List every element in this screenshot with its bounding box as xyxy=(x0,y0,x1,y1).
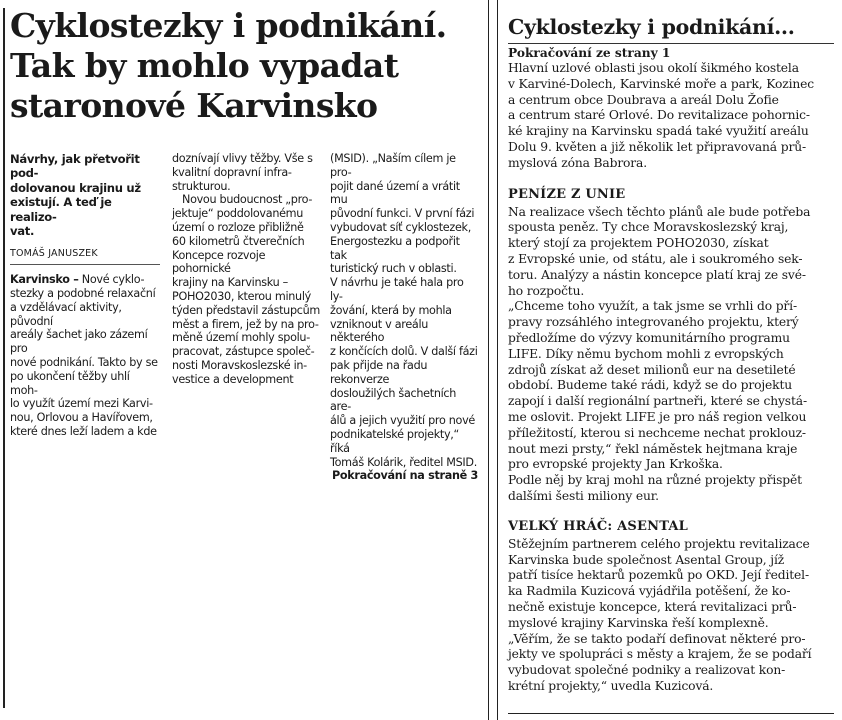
body-line: Hlavní uzlové oblasti jsou okolí šikmého kostela xyxy=(508,61,799,75)
body-line: z Evropské unie, od státu, ale i soukromého sek- xyxy=(508,251,803,266)
body-line: strukturou. xyxy=(172,179,231,193)
body-line: (MSID). „Naším cílem je pro- xyxy=(330,152,456,179)
body-line: stezky a podobné relaxační xyxy=(10,287,156,301)
article-column-3 xyxy=(330,152,478,483)
body-line: nou, Orlovou a Havířovem, xyxy=(10,411,153,425)
body-line: Na realizace všech těchto plánů ale bude potřeba xyxy=(508,204,811,219)
intro-paragraph xyxy=(508,61,834,172)
headline xyxy=(10,6,478,126)
body-line: pojit dané území a vrátit mu xyxy=(330,179,460,207)
body-line: měně území mohly spolu- xyxy=(172,331,310,345)
continued-from-label: Pokračování ze strany 1 xyxy=(508,46,671,60)
body-line: LIFE. Díky němu bychom mohli z evropských xyxy=(508,346,784,361)
body-line: spousta peněz. Ty chce Moravskoslezský kraj, xyxy=(508,220,789,235)
body-line: podnikatelské projekty,“ říká xyxy=(330,427,460,455)
body-line: areály šachet jako zázemí pro xyxy=(10,328,148,356)
section-paragraph xyxy=(508,205,834,505)
section-heading-asental: VELKÝ HRÁČ: ASENTAL xyxy=(508,518,688,534)
headline-line: staronové Karvinsko xyxy=(10,86,378,125)
body-line: ho rozpočtu. xyxy=(508,283,585,298)
right-column-separator-rule xyxy=(497,0,498,720)
body-paragraph xyxy=(330,152,478,469)
body-line: původní funkci. V první fázi xyxy=(330,207,475,221)
section-paragraph xyxy=(508,537,834,695)
continued-on-page-link[interactable]: Pokračování na straně 3 xyxy=(331,469,478,483)
lead-line: dolovanou krajinu už xyxy=(10,180,141,195)
body-line: pracovat, zástupce společ- xyxy=(172,345,315,359)
body-line: Karvinska bude společnost Asental Group, jíž xyxy=(508,552,785,567)
body-line: nosti Moravskoslezské in- xyxy=(172,358,307,372)
body-line: nout mezi prsty,“ řekl náměstek hejtmana kraje xyxy=(508,441,798,456)
body-line: V návrhu je také hala pro ly- xyxy=(330,276,464,303)
body-line: a vzdělávací aktivity, původní xyxy=(10,300,122,328)
body-line: krétní projekty,“ uvedla Kuzicová. xyxy=(508,678,714,693)
lead-line: Návrhy, jak přetvořit pod- xyxy=(10,152,140,181)
body-line: nečně existuje koncepce, která revitalizaci prů- xyxy=(508,599,797,614)
body-line: vybudovat společné podniky a realizovat kon- xyxy=(508,663,786,678)
article-column-1 xyxy=(10,152,160,439)
body-line: Energostezku a podpořit tak xyxy=(330,234,460,262)
body-line: v Karviné-Dolech, Karvinské moře a park, Kozinec xyxy=(508,76,814,91)
body-line: z končících dolů. V další fázi xyxy=(330,345,478,359)
body-line: lo využít území mezi Karvi- xyxy=(10,397,153,411)
body-line: me oslovit. Projekt LIFE je pro náš region velkou xyxy=(508,409,807,424)
body-line: jektuje“ poddolovanému xyxy=(172,207,304,221)
body-line: který stojí za projektem POHO2030, získat xyxy=(508,236,769,251)
body-line: „Chceme toho využít, a tak jsme se vrhli do pří- xyxy=(508,299,797,314)
body-line: příležitostí, kterou si nechceme nechat proklouz- xyxy=(508,425,806,440)
body-line: Koncepce rozvoje pohornické xyxy=(172,248,266,276)
body-line: žování, která by mohla xyxy=(330,303,452,317)
body-line: Novou budoucnost „pro- xyxy=(182,193,313,207)
body-line: krajiny na Karvinsku – xyxy=(172,276,288,290)
body-line: vestice a development xyxy=(172,372,294,386)
body-line: patří tisíce hektarů pozemků po OKD. Její ředitel- xyxy=(508,568,809,583)
right-article xyxy=(508,14,834,716)
body-line: zapojí i další regionální partneři, které se chystá- xyxy=(508,394,807,409)
body-line: předložíme do výzvy komunitárního programu xyxy=(508,330,790,345)
body-line: vybudovat síť cyklostezek, xyxy=(330,220,471,234)
body-line: Podle něj by kraj mohl na různé projekty přispět xyxy=(508,473,802,488)
dateline: Karvinsko – xyxy=(10,273,79,287)
lead-paragraph xyxy=(10,152,160,238)
body-line: doznívají vlivy těžby. Vše s xyxy=(172,152,313,165)
lead-line: existují. A teď je realizo- xyxy=(10,195,112,224)
body-line: dalšími šesti miliony eur. xyxy=(508,488,659,503)
body-line: jekty ve spolupráci s městy a krajem, že se podaří xyxy=(508,647,812,662)
body-line: POHO2030, kterou minulý xyxy=(172,289,311,303)
author-byline: TOMÁŠ JANUSZEK xyxy=(10,247,160,265)
body-line: a centrum obce Doubrava a areál Dolu Žofie xyxy=(508,92,779,107)
body-paragraph xyxy=(10,273,160,439)
body-line: toru. Analýzy a nástin koncepce platí kraj ze své- xyxy=(508,267,806,282)
body-line: období. Budeme také rádi, když se do projektu xyxy=(508,378,793,393)
body-line: území o rozloze přibližně xyxy=(172,220,304,234)
body-paragraph xyxy=(172,152,322,387)
section-heading-eu-money: PENÍZE Z UNIE xyxy=(508,186,626,202)
body-line: Stěžejním partnerem celého projektu revitalizace xyxy=(508,536,810,551)
body-line: turistický ruch v oblasti. xyxy=(330,262,457,276)
body-line: álů a jejich využití pro nové xyxy=(330,414,475,428)
body-line: měst a firem, jež by na pro- xyxy=(172,317,319,331)
body-line: zdrojů získat až deset milionů eur na desetileté xyxy=(508,362,796,377)
body-line: Dolu 9. květen a již několik let připravovaná prů- xyxy=(508,139,806,154)
body-line: které dnes leží ladem a kde xyxy=(10,425,157,438)
body-line: pro evropské projekty Jan Krkoška. xyxy=(508,457,723,472)
article-column-2 xyxy=(172,152,322,387)
body-line: Tomáš Kolárik, ředitel MSID. xyxy=(330,455,478,469)
body-line: a centrum staré Orlové. Do revitalizace pohornic- xyxy=(508,108,810,123)
body-line: pravy rozsáhlého integrovaného projektu, který xyxy=(508,315,799,330)
left-edge-rule xyxy=(3,8,5,708)
body-line: Nové cyklo- xyxy=(78,273,145,287)
body-line: po ukončení těžby uhlí moh- xyxy=(10,369,130,397)
headline-line: Cyklostezky i podnikání. xyxy=(10,6,447,45)
body-line: dosloužilých šachetních are- xyxy=(330,386,457,414)
column-separator-rule xyxy=(488,0,489,720)
body-line: nové podnikání. Takto by se xyxy=(10,356,158,370)
body-line: ka Radmila Kuzicová vyjádřila potěšení, že ko- xyxy=(508,584,791,599)
continuation-title: Cyklostezky i podnikání... xyxy=(508,15,795,39)
body-line: kvalitní dopravní infra- xyxy=(172,165,292,179)
lead-line: vat. xyxy=(10,224,35,239)
body-line: týden představil zástupcům xyxy=(172,303,321,317)
body-line: vzniknout v areálu některého xyxy=(330,317,429,345)
body-line: myslová zóna Babrora. xyxy=(508,155,647,170)
body-line: ké krajiny na Karvinsku spadá také využití areálu xyxy=(508,124,809,139)
title-underline xyxy=(508,43,834,44)
body-line: 60 kilometrů čtverečních xyxy=(172,234,305,248)
headline-line: Tak by mohlo vypadat xyxy=(10,46,399,85)
body-line: pak přijde na řadu rekonverze xyxy=(330,358,428,386)
left-article xyxy=(10,6,478,706)
body-line: „Věřím, že se takto podaří definovat některé pro- xyxy=(508,631,806,646)
body-line: myslové krajiny Karvinska řeší komplexně. xyxy=(508,615,769,630)
